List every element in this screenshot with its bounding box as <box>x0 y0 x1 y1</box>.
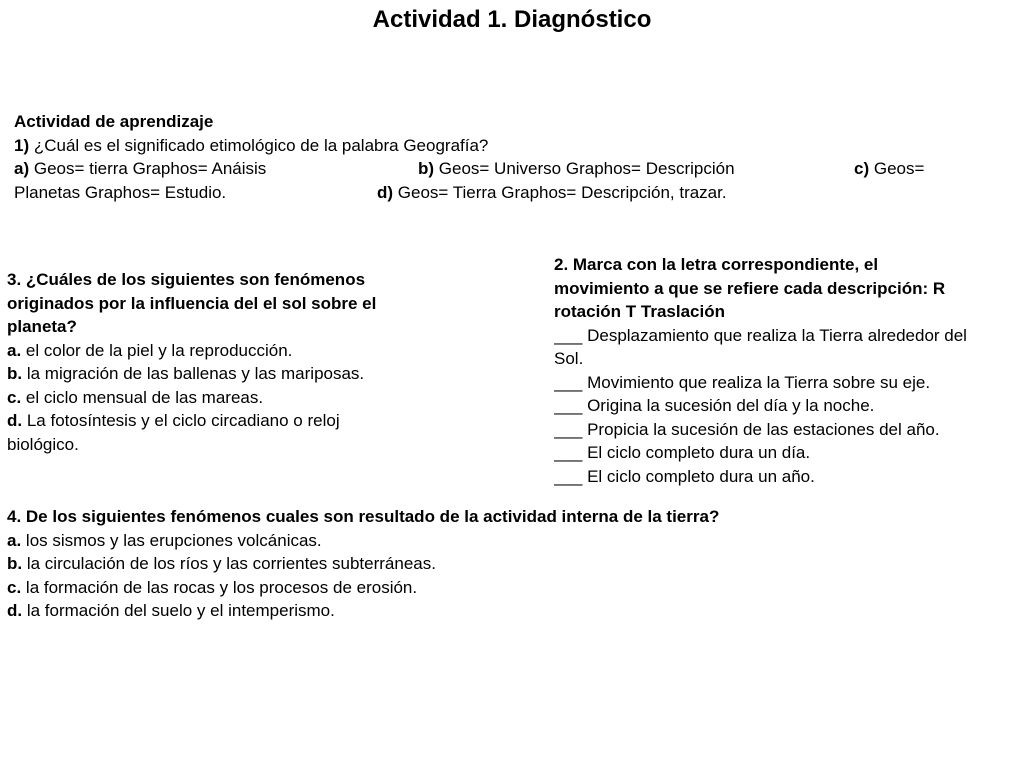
option-3d-continued: biológico. <box>7 434 79 454</box>
option-1c: c) Geos= <box>854 159 925 178</box>
option-3c: c. el ciclo mensual de las mareas. <box>7 387 264 407</box>
option-3b: b. la migración de las ballenas y las mariposas. <box>7 364 365 383</box>
option-4d: d. la formación del suelo y el intemperismo. <box>7 601 335 620</box>
question-2-block <box>554 253 1024 488</box>
question-2-item-3: ___ Origina la sucesión del día y la noche. <box>554 396 875 415</box>
question-2-line-3: rotación T Traslación <box>554 302 725 321</box>
question-2-item-1-continued: Sol. <box>554 349 584 368</box>
option-4c: c. la formación de las rocas y los procesos de erosión. <box>7 577 418 597</box>
question-2-item-1: ___ Desplazamiento que realiza la Tierra alrededor del <box>554 325 967 345</box>
page-title: Actividad 1. Diagnóstico <box>372 6 652 33</box>
question-3-line-3: planeta? <box>7 317 77 336</box>
option-1c-continued: Planetas Graphos= Estudio. <box>14 182 227 202</box>
option-4b: b. la circulación de los ríos y las corrientes subterráneas. <box>7 554 436 573</box>
activity-heading: Actividad de aprendizaje <box>14 112 214 131</box>
question-4-block <box>7 505 719 623</box>
question-1-options-line <box>14 157 1024 181</box>
question-2-line-1: 2. Marca con la letra correspondiente, el <box>554 255 879 274</box>
option-3d: d. La fotosíntesis y el ciclo circadiano o reloj <box>7 411 340 430</box>
question-1-text: 1) ¿Cuál es el significado etimológico de la palabra Geografía? <box>14 135 489 155</box>
question-2-line-2: movimiento a que se refiere cada descripción: R <box>554 278 946 298</box>
question-4-text: 4. De los siguientes fenómenos cuales son resultado de la actividad interna de la tierra? <box>7 507 720 526</box>
question-2-item-2: ___ Movimiento que realiza la Tierra sobre su eje. <box>554 372 931 392</box>
question-2-item-5: ___ El ciclo completo dura un día. <box>554 443 811 462</box>
question-3-line-2: originados por la influencia del el sol sobre el <box>7 293 377 313</box>
question-2-item-6: ___ El ciclo completo dura un año. <box>554 466 815 486</box>
option-1d: d) Geos= Tierra Graphos= Descripción, trazar. <box>377 182 727 202</box>
question-1-block <box>14 110 1024 204</box>
option-4a: a. los sismos y las erupciones volcánicas. <box>7 530 322 550</box>
question-1-options-line-2 <box>14 181 1024 205</box>
option-1a: a) Geos= tierra Graphos= Anáisis <box>14 159 267 178</box>
option-1b: b) Geos= Universo Graphos= Descripción <box>418 159 735 178</box>
question-2-item-4: ___ Propicia la sucesión de las estaciones del año. <box>554 419 940 439</box>
question-3-line-1: 3. ¿Cuáles de los siguientes son fenómenos <box>7 270 366 289</box>
option-3a: a. el color de la piel y la reproducción. <box>7 340 293 360</box>
question-3-block <box>7 268 376 456</box>
